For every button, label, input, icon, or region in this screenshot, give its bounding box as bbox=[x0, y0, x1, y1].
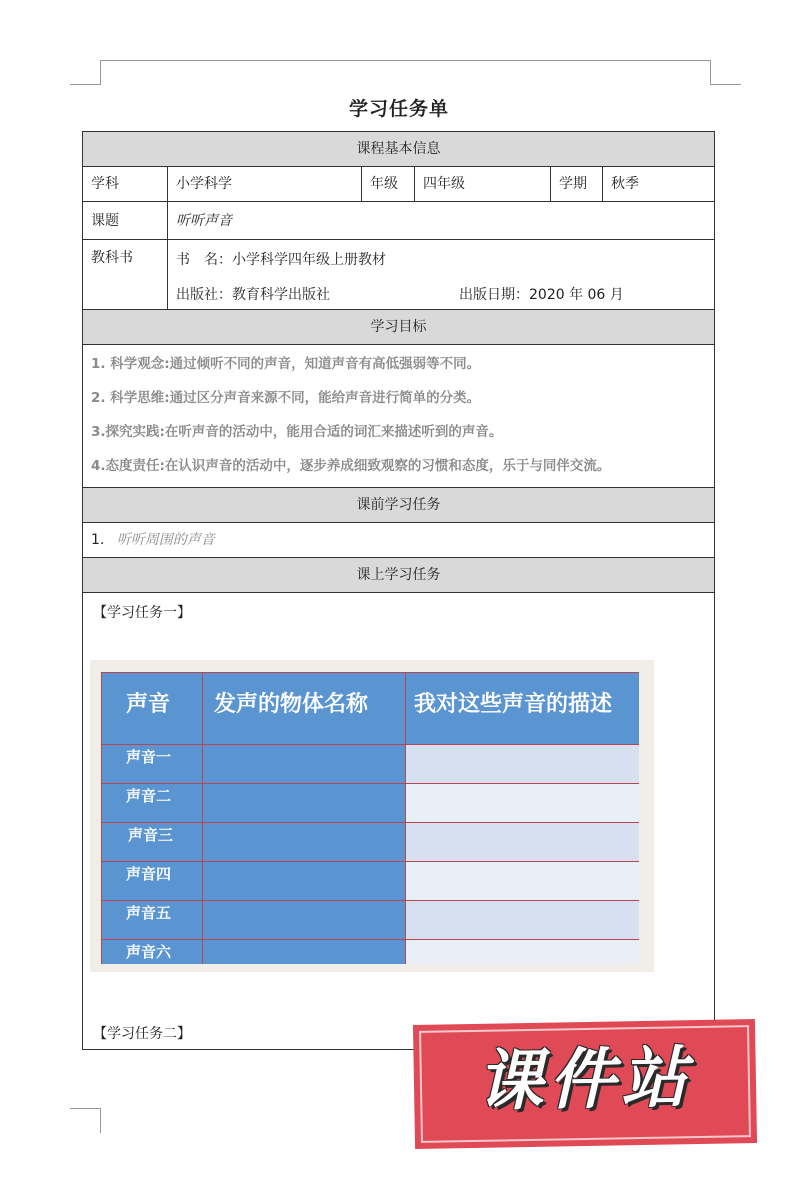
sound-recording-table-image bbox=[90, 660, 654, 972]
section-header-basic-info: 课程基本信息 bbox=[83, 132, 714, 167]
subject-label: 学科 bbox=[83, 167, 168, 201]
task-one-label: 【学习任务一】 bbox=[93, 605, 191, 621]
watermark-text: 课件站 bbox=[476, 1039, 694, 1120]
objective-item: 4.态度责任:在认识声音的活动中，逐步养成细致观察的习惯和态度，乐于与同伴交流。 bbox=[91, 458, 611, 474]
grid-line bbox=[102, 900, 639, 901]
document-title: 学习任务单 bbox=[348, 98, 449, 120]
grid-line bbox=[405, 673, 406, 964]
grid-line bbox=[102, 744, 639, 745]
grid-line bbox=[102, 783, 639, 784]
objective-item: 2. 科学思维:通过区分声音来源不同，能给声音进行简单的分类。 bbox=[91, 390, 481, 406]
answer-cell bbox=[406, 940, 639, 964]
subject-value: 小学科学 bbox=[168, 167, 362, 201]
textbook-row bbox=[83, 240, 714, 310]
topic-value: 听听声音 bbox=[176, 213, 232, 229]
page-corner-mark-top-right bbox=[710, 60, 741, 85]
task-two-label: 【学习任务二】 bbox=[93, 1026, 191, 1042]
page-corner-mark-bottom-left bbox=[70, 1108, 101, 1133]
row-label-sound-1: 声音一 bbox=[126, 748, 172, 766]
grade-label: 年级 bbox=[362, 167, 415, 201]
term-value: 秋季 bbox=[611, 176, 639, 192]
publisher-line: 出版社：教育科学出版社 bbox=[176, 287, 330, 303]
section-header-objectives: 学习目标 bbox=[83, 310, 714, 345]
book-name-line: 书 名：小学科学四年级上册教材 bbox=[176, 252, 386, 268]
answer-cell bbox=[406, 745, 639, 783]
topic-label: 课题 bbox=[83, 202, 168, 239]
topic-row bbox=[83, 202, 714, 240]
page-corner-mark-top-left bbox=[70, 60, 101, 85]
row-label-sound-2: 声音二 bbox=[126, 787, 172, 805]
textbook-label: 教科书 bbox=[83, 240, 168, 309]
page-top-border bbox=[100, 60, 710, 61]
objective-item: 1. 科学观念:通过倾听不同的声音，知道声音有高低强弱等不同。 bbox=[91, 356, 481, 372]
row-label-sound-6: 声音六 bbox=[126, 943, 172, 961]
publish-date-line: 出版日期：2020 年 06 月 bbox=[459, 287, 624, 303]
answer-cell bbox=[406, 784, 639, 822]
term-label: 学期 bbox=[551, 167, 603, 201]
grid-line bbox=[202, 673, 203, 964]
answer-cell bbox=[406, 823, 639, 861]
objectives-list bbox=[83, 345, 714, 488]
pre-class-item-number: 1. bbox=[91, 532, 105, 548]
subject-row bbox=[83, 167, 714, 202]
pre-class-task-row bbox=[83, 523, 714, 558]
header-object-name: 发声的物体名称 bbox=[214, 692, 369, 717]
grid-line bbox=[102, 861, 639, 862]
section-header-pre-class: 课前学习任务 bbox=[83, 488, 714, 523]
grid-line bbox=[102, 822, 639, 823]
header-sound: 声音 bbox=[126, 692, 171, 717]
answer-cell bbox=[406, 901, 639, 939]
pre-class-item-text: 听听周围的声音 bbox=[116, 532, 215, 548]
section-header-in-class: 课上学习任务 bbox=[83, 558, 714, 593]
grade-value: 四年级 bbox=[415, 167, 551, 201]
textbook-details bbox=[168, 240, 714, 309]
row-label-sound-3: 声音三 bbox=[128, 826, 174, 844]
sound-recording-grid bbox=[101, 672, 639, 964]
grid-line bbox=[102, 939, 639, 940]
header-my-description: 我对这些声音的描述 bbox=[414, 692, 613, 717]
answer-cell bbox=[406, 862, 639, 900]
watermark-stamp bbox=[413, 1019, 757, 1149]
objective-item: 3.探究实践:在听声音的活动中，能用合适的词汇来描述听到的声音。 bbox=[91, 424, 503, 440]
row-label-sound-5: 声音五 bbox=[126, 904, 172, 922]
row-label-sound-4: 声音四 bbox=[126, 865, 172, 883]
